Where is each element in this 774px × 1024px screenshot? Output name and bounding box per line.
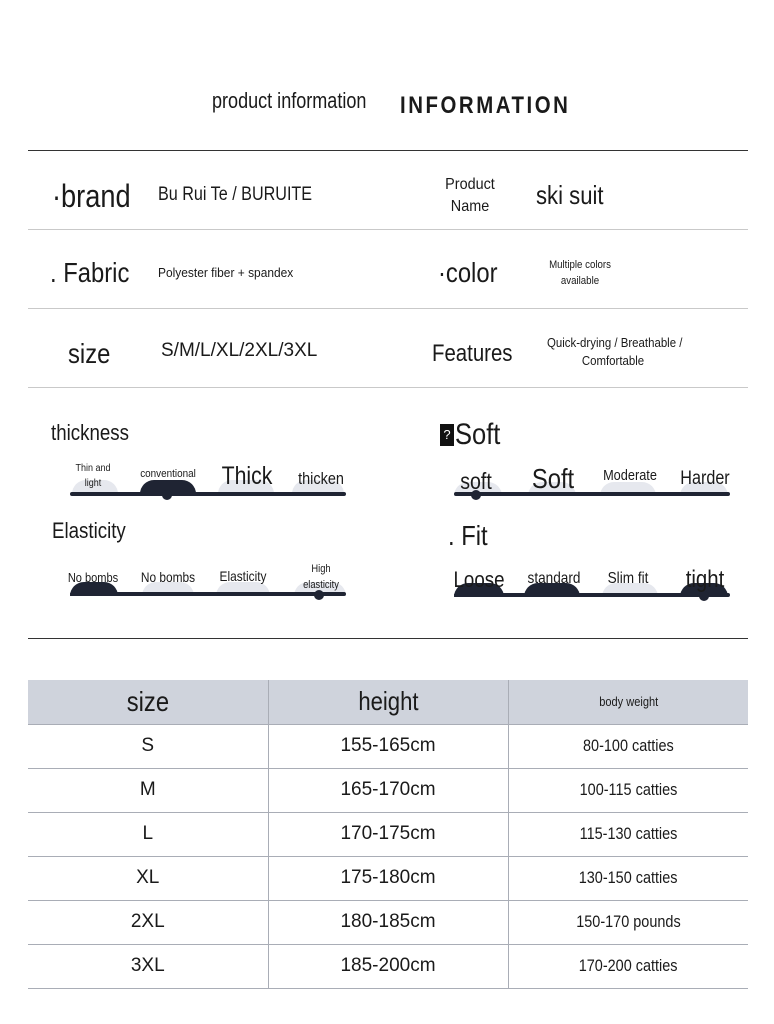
fit-option-standard: standard [527, 570, 581, 587]
thickness-selected-dot [162, 490, 172, 500]
cell-height: 185-200cm [268, 944, 508, 988]
size-label: size [68, 338, 111, 369]
cell-weight-text: 170-200 catties [578, 956, 678, 975]
size-table [28, 680, 748, 989]
brand-value: Bu Rui Te / BURUITE [158, 184, 313, 205]
spec-row-size [28, 310, 748, 388]
elasticity-option-high-line2: elasticity [303, 579, 339, 591]
cell-size: XL [28, 856, 268, 900]
cell-height: 155-165cm [268, 724, 508, 768]
soft-option-moderate: Moderate [603, 467, 657, 484]
elasticity-option-no-bombs-2: No bombs [140, 569, 196, 585]
features-label: Features [432, 340, 513, 367]
cell-height: 175-180cm [268, 856, 508, 900]
page-header [0, 84, 774, 124]
cell-size: M [28, 768, 268, 812]
color-value-line2: available [560, 275, 600, 287]
product-name-label [441, 174, 499, 218]
cell-weight-text: 130-150 catties [578, 868, 678, 887]
thickness-option-thin-line1: Thin and [75, 463, 111, 474]
elasticity-title: Elasticity [52, 518, 126, 543]
fabric-value: Polyester fiber + spandex [158, 265, 294, 280]
table-row [28, 856, 748, 900]
cell-weight [508, 724, 748, 768]
spec-row-brand [28, 152, 748, 230]
cell-weight-text: 100-115 catties [579, 780, 678, 799]
cell-size: L [28, 812, 268, 856]
soft-title-prefix: ? [440, 424, 454, 446]
fit-title: . Fit [448, 520, 488, 551]
cell-weight-text: 115-130 catties [579, 824, 678, 843]
product-name-label-line2: Name [450, 198, 490, 215]
brand-label: ·brand [52, 178, 131, 214]
thickness-option-conventional: conventional [140, 468, 196, 480]
product-name-value: ski suit [536, 180, 604, 210]
cell-weight-text: 80-100 catties [582, 736, 674, 755]
cell-weight [508, 768, 748, 812]
table-row [28, 944, 748, 988]
table-header-body-weight [508, 680, 748, 724]
soft-option-soft-large: Soft [531, 463, 575, 494]
soft-option-harder: Harder [680, 468, 730, 489]
cell-weight [508, 944, 748, 988]
cell-height: 170-175cm [268, 812, 508, 856]
divider [28, 229, 748, 230]
header-title-big: INFORMATION [400, 92, 571, 119]
cell-weight [508, 900, 748, 944]
features-value-line1: Quick-drying / Breathable / [547, 335, 683, 350]
size-value: S/M/L/XL/2XL/3XL [161, 340, 318, 361]
color-value [548, 257, 611, 289]
fit-option-slim-fit: Slim fit [607, 570, 649, 587]
spec-row-fabric [28, 231, 748, 309]
fit-option-loose: Loose [453, 567, 505, 592]
table-header-height-label: height [357, 686, 419, 717]
features-value [547, 334, 683, 370]
cell-height: 180-185cm [268, 900, 508, 944]
soft-title: Soft [455, 418, 501, 451]
thickness-option-thin-line2: light [84, 478, 102, 489]
divider [28, 308, 748, 309]
thickness-option-thin [65, 461, 121, 491]
product-name-label-line1: Product [445, 176, 495, 193]
table-row [28, 724, 748, 768]
cell-size: S [28, 724, 268, 768]
color-label: ·color [438, 257, 498, 288]
thickness-option-thick: Thick [221, 462, 273, 490]
elasticity-option-high-line1: High [311, 563, 331, 575]
color-value-line1: Multiple colors [549, 259, 611, 271]
thickness-option-thicken: thicken [298, 469, 344, 488]
elasticity-option-elasticity: Elasticity [219, 568, 267, 584]
cell-weight [508, 856, 748, 900]
cell-weight-text: 150-170 pounds [576, 912, 681, 931]
soft-option-soft: soft [460, 468, 492, 494]
fit-option-tight: tight [685, 566, 725, 593]
table-header-body-weight-label: body weight [598, 693, 658, 709]
divider [28, 638, 748, 639]
table-row [28, 768, 748, 812]
table-header-row [28, 680, 748, 724]
cell-height: 165-170cm [268, 768, 508, 812]
thickness-bar [70, 492, 346, 496]
table-header-height [268, 680, 508, 724]
table-row [28, 812, 748, 856]
features-value-line2: Comfortable [581, 353, 645, 368]
divider [28, 150, 748, 151]
cell-size: 3XL [28, 944, 268, 988]
elasticity-option-high [295, 561, 348, 593]
table-header-size [28, 680, 268, 724]
fabric-label: . Fabric [50, 257, 130, 288]
elasticity-option-no-bombs: No bombs [67, 570, 119, 585]
table-row [28, 900, 748, 944]
thickness-title: thickness [51, 420, 129, 445]
divider [28, 387, 748, 388]
cell-size: 2XL [28, 900, 268, 944]
cell-weight [508, 812, 748, 856]
table-header-size-label: size [126, 685, 169, 717]
header-title-small: product information [212, 88, 367, 113]
